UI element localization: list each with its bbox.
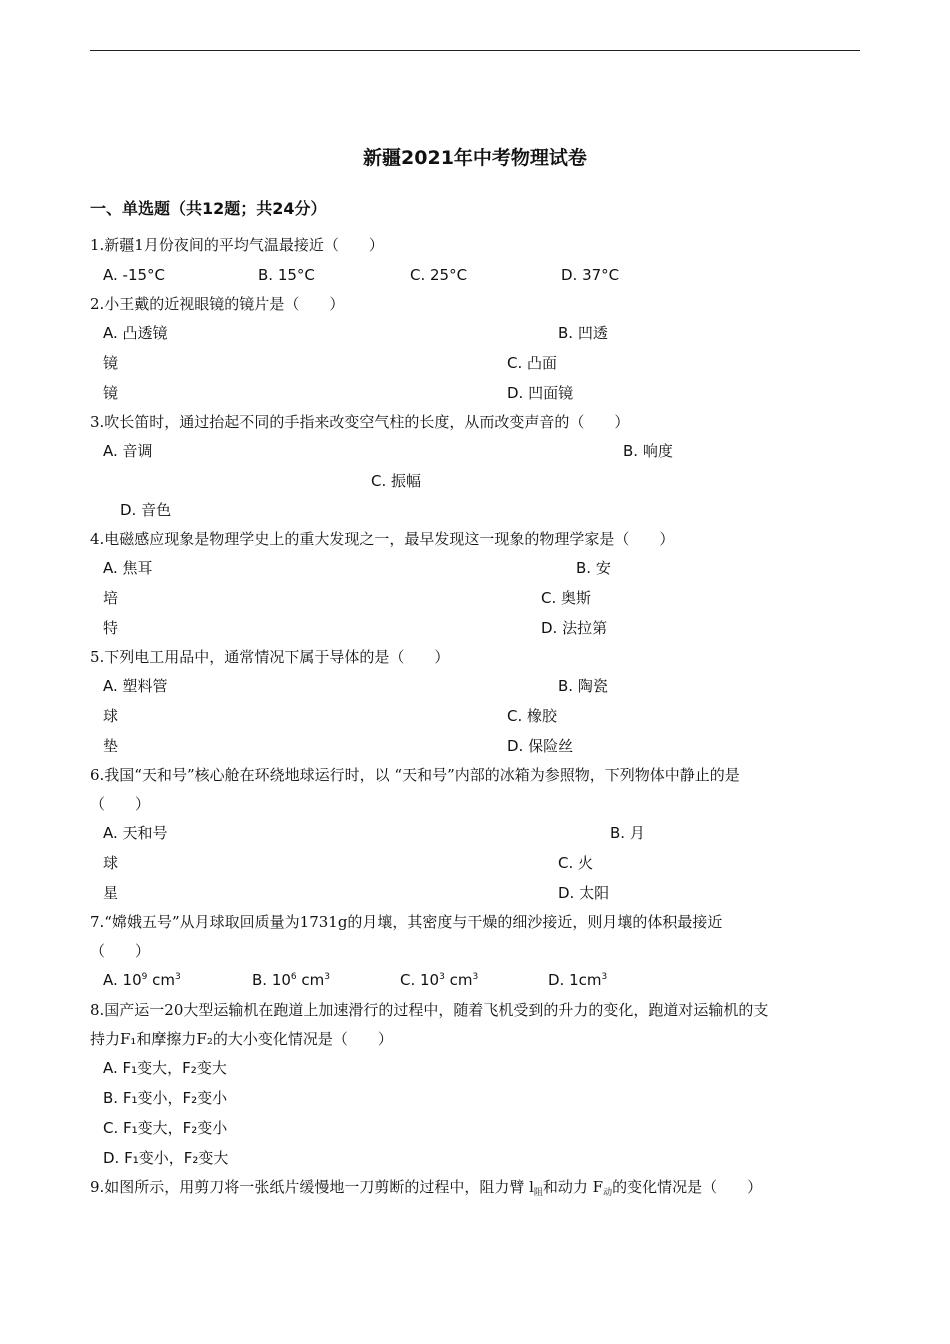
q3-option-a: A. 音调 bbox=[103, 442, 153, 460]
question-2-stem: 2.小王戴的近视眼镜的镜片是（ ） bbox=[90, 295, 345, 313]
q6-option-b: B. 月 bbox=[610, 824, 645, 842]
q8-option-a: A. F₁变大，F₂变大 bbox=[103, 1059, 227, 1077]
q6-option-d: D. 太阳 bbox=[558, 884, 610, 902]
q5-option-b-wrap: 球 bbox=[103, 707, 119, 725]
q2-option-d: D. 凹面镜 bbox=[507, 384, 574, 402]
page-title: 新疆2021年中考物理试卷 bbox=[363, 147, 587, 169]
q5-option-a: A. 塑料管 bbox=[103, 677, 168, 695]
section-heading: 一、单选题（共12题；共24分） bbox=[90, 199, 327, 218]
q6-option-b-wrap: 球 bbox=[103, 854, 119, 872]
q6-option-c: C. 火 bbox=[558, 854, 594, 872]
q4-option-b: B. 安 bbox=[576, 559, 611, 577]
question-9-stem: 9.如图所示，用剪刀将一张纸片缓慢地一刀剪断的过程中，阻力臂 $l_阻$和动力 $F_动$的变化情况是（ ） bbox=[90, 1178, 763, 1198]
q1-option-a: A. -15°C bbox=[103, 266, 166, 284]
q4-option-b-wrap: 培 bbox=[103, 589, 119, 607]
question-3-stem: 3.吹长笛时，通过抬起不同的手指来改变空气柱的长度，从而改变声音的（ ） bbox=[90, 413, 630, 431]
q1-option-b: B. 15°C bbox=[258, 266, 315, 284]
q2-option-b-wrap: 镜 bbox=[103, 354, 119, 372]
q1-option-c: C. 25°C bbox=[410, 266, 468, 284]
q2-option-b: B. 凹透 bbox=[558, 324, 608, 342]
q7-option-c: C. $10^3$ $cm^3$ bbox=[400, 971, 479, 989]
header-rule bbox=[90, 50, 860, 51]
q2-option-c: C. 凸面 bbox=[507, 354, 558, 372]
question-5-stem: 5.下列电工用品中，通常情况下属于导体的是（ ） bbox=[90, 648, 450, 666]
q3-option-d: D. 音色 bbox=[120, 501, 172, 519]
q3-option-b: B. 响度 bbox=[623, 442, 673, 460]
q8-option-b: B. F₁变小，F₂变小 bbox=[103, 1089, 228, 1107]
q5-option-c: C. 橡胶 bbox=[507, 707, 558, 725]
question-8-stem-line-2: 持力F₁和摩擦力F₂的大小变化情况是（ ） bbox=[90, 1030, 393, 1048]
question-8-stem-line-1: 8.国产运一20大型运输机在跑道上加速滑行的过程中，随着飞机受到的升力的变化，跑道对运输机的支 bbox=[90, 1001, 769, 1019]
q7-option-b: B. $10^6$ $cm^3$ bbox=[252, 971, 331, 989]
q8-option-d: D. F₁变小，F₂变大 bbox=[103, 1149, 229, 1167]
q2-option-a: A. 凸透镜 bbox=[103, 324, 168, 342]
question-4-stem: 4.电磁感应现象是物理学史上的重大发现之一，最早发现这一现象的物理学家是（ ） bbox=[90, 530, 675, 548]
q8-option-c: C. F₁变大，F₂变小 bbox=[103, 1119, 228, 1137]
q6-option-a: A. 天和号 bbox=[103, 824, 168, 842]
question-1-stem: 1.新疆1月份夜间的平均气温最接近（ ） bbox=[90, 236, 384, 254]
q4-option-d: D. 法拉第 bbox=[541, 619, 608, 637]
q5-option-b: B. 陶瓷 bbox=[558, 677, 608, 695]
question-7-stem-line-1: 7.“嫦娥五号”从月球取回质量为1731g的月壤，其密度与干燥的细沙接近，则月壤的体积最接近 bbox=[90, 913, 723, 931]
q4-option-a: A. 焦耳 bbox=[103, 559, 153, 577]
q7-option-d: D. $1cm^3$ bbox=[548, 971, 608, 989]
q2-option-c-wrap: 镜 bbox=[103, 384, 119, 402]
q3-option-c: C. 振幅 bbox=[371, 472, 422, 490]
q5-option-d: D. 保险丝 bbox=[507, 737, 574, 755]
q4-option-c: C. 奥斯 bbox=[541, 589, 592, 607]
q6-option-c-wrap: 星 bbox=[103, 884, 119, 902]
q1-option-d: D. 37°C bbox=[561, 266, 620, 284]
question-7-stem-line-2: （ ） bbox=[90, 942, 151, 960]
q4-option-c-wrap: 特 bbox=[103, 619, 119, 637]
q5-option-c-wrap: 垫 bbox=[103, 737, 119, 755]
question-6-stem-line-2: （ ） bbox=[90, 795, 151, 813]
q7-option-a: A. $10^9$ $cm^3$ bbox=[103, 971, 181, 989]
question-6-stem-line-1: 6.我国“天和号”核心舱在环绕地球运行时，以 “天和号”内部的冰箱为参照物，下列物体中静止的是 bbox=[90, 766, 740, 784]
